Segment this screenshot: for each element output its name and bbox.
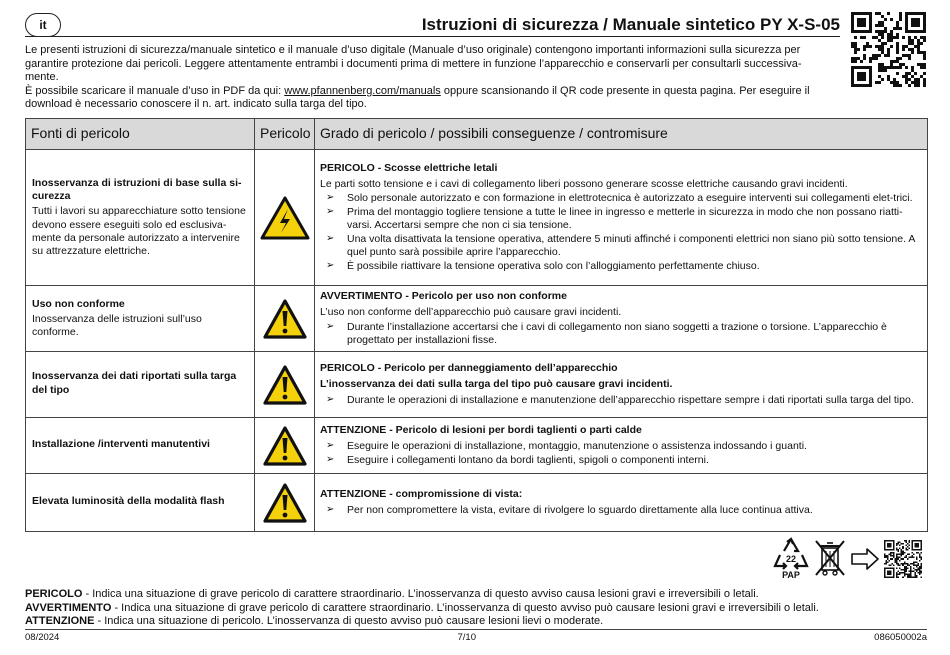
page-title: Istruzioni di sicurezza / Manuale sintetico PY X-S-05: [421, 15, 840, 34]
countermeasure-list: [320, 321, 922, 347]
hazard-row: [26, 418, 928, 474]
hazard-source-text: Inosservanza delle istruzioni sull’uso conforme.: [32, 312, 202, 339]
recycle-code: PAP: [782, 570, 800, 580]
footer-divider: [25, 629, 927, 630]
header-source: Fonti di pericolo: [26, 119, 255, 150]
footer-doc-number: 086050002a: [874, 632, 927, 643]
legend-item: [25, 602, 925, 616]
hazard-heading: PERICOLO - Pericolo per danneggiamento dell’apparecchio: [320, 361, 618, 374]
hazard-source-text: Tutti i lavori su apparecchiature sotto tensione devono essere eseguiti solo ed esclusiva-mente da personale autorizzato a intervenire su attrezzature elettriche.: [32, 205, 246, 257]
countermeasure-item: ➢ Solo personale autorizzato e con formazione in elettrotecnica è autorizzato a eseguire interventi sui collegamenti elet-trici.: [320, 192, 922, 205]
footer: [25, 632, 927, 644]
electric-hazard-icon: [260, 196, 310, 240]
legend-description: - Indica una situazione di grave pericolo di carattere straordinario. L’inosservanza di questo avviso causa lesioni gravi e irreversibili o letali.: [82, 588, 759, 600]
hazard-consequence: [315, 150, 928, 286]
hazard-heading: ATTENZIONE - compromissione di vista:: [320, 487, 523, 500]
hazard-source-title: Uso non conforme: [32, 297, 125, 310]
countermeasure-item: ➢ Eseguire le operazioni di installazione, montaggio, manutenzione o assistenza indossando i guanti.: [320, 440, 922, 453]
general-warning-icon: [263, 365, 307, 405]
qr-code-icon[interactable]: [851, 12, 926, 87]
intro-text: [25, 44, 835, 112]
hazard-row: [26, 286, 928, 352]
general-warning-icon: [263, 426, 307, 466]
intro-download-text: È possibile scaricare il manuale d’uso in PDF da qui:: [25, 84, 285, 97]
qr-code-small-icon[interactable]: [884, 540, 922, 578]
hazard-consequence: [315, 418, 928, 474]
countermeasure-item: ➢ Una volta disattivata la tensione operativa, attendere 5 minuti affinché i componenti elettrici non siano più sotto tensione. A quel punto sarà possibile aprire l’apparecchio.: [320, 233, 922, 259]
hazard-heading: PERICOLO - Scosse elettriche letali: [320, 161, 498, 174]
hazard-source-title: Installazione /interventi manutentivi: [32, 437, 210, 450]
title-divider: [25, 36, 840, 37]
legend-term: PERICOLO: [25, 588, 83, 600]
hazard-consequence: [315, 286, 928, 352]
countermeasure-item: ➢ Durante le operazioni di installazione e manutenzione dell’apparecchio rispettare sempre i dati riportati sulla targa del tipo.: [320, 394, 922, 407]
hazard-symbol: [255, 474, 315, 532]
hazard-table: [25, 118, 928, 532]
intro-paragraph-2: [25, 85, 835, 112]
hazard-consequence: [315, 474, 928, 532]
hazard-subheading: L’inosservanza dei dati sulla targa del tipo può causare gravi incidenti.: [320, 377, 673, 390]
header-consequence: Grado di pericolo / possibili conseguenze / contromisure: [315, 119, 928, 150]
hazard-symbol: [255, 418, 315, 474]
hazard-source-title: Inosservanza dei dati riportati sulla targa del tipo: [32, 370, 237, 396]
hazard-description: L’uso non conforme dell’apparecchio può causare gravi incidenti.: [320, 306, 622, 319]
hazard-heading: AVVERTIMENTO - Pericolo per uso non conforme: [320, 290, 567, 303]
recycle-number: 22: [785, 554, 797, 564]
hazard-source: [26, 286, 255, 352]
legend-item: [25, 588, 925, 602]
header-symbol: Pericolo: [255, 119, 315, 150]
hazard-source: [26, 352, 255, 418]
manuals-link[interactable]: www.pfannenberg.com/manuals: [284, 84, 441, 97]
hazard-symbol: [255, 286, 315, 352]
arrow-right-icon: [850, 547, 880, 571]
countermeasure-item: ➢ Durante l’installazione accertarsi che i cavi di collegamento non siano soggetti a trazione o torsione. L’apparecchio è progettato per installazioni fisse.: [320, 321, 922, 347]
countermeasure-item: ➢ Per non compromettere la vista, evitare di rivolgere lo sguardo direttamente alla luce continua attiva.: [320, 504, 922, 517]
general-warning-icon: [263, 483, 307, 523]
intro-paragraph-1: Le presenti istruzioni di sicurezza/manuale sintetico e il manuale d’uso digitale (Manuale d’uso originale) contengono importanti informazioni sulla sicurezza per garantire protezione dai pericoli. Leggere attentamente entrambi i documenti prima di mettere in funzione l’apparecchio e conservarli per consultarli successiva-mente.: [25, 44, 802, 83]
hazard-row: [26, 352, 928, 418]
legend-item: [25, 615, 925, 629]
language-badge: [25, 13, 61, 37]
footer-page-number: 7/10: [457, 632, 476, 643]
legend-term: ATTENZIONE: [25, 615, 95, 627]
hazard-table-header: [26, 119, 928, 150]
footer-date: 08/2024: [25, 632, 60, 643]
countermeasure-list: [320, 394, 922, 407]
legend-description: - Indica una situazione di grave pericolo di carattere straordinario. L’inosservanza di questo avviso può causare lesioni gravi e irreversibili o letali.: [111, 601, 819, 614]
legend-description: - Indica una situazione di pericolo. L’inosservanza di questo avviso può causare lesioni lievi o moderate.: [94, 615, 604, 627]
hazard-symbol: [255, 352, 315, 418]
hazard-row: [26, 474, 928, 532]
hazard-description: Le parti sotto tensione e i cavi di collegamento liberi possono generare scosse elettriche causando gravi incidenti.: [320, 177, 848, 190]
countermeasure-item: ➢ Prima del montaggio togliere tensione a tutte le linee in ingresso e metterle in sicurezza in modo che non possano riatti-varsi. Accertarsi sempre che non ci sia tensione.: [320, 206, 922, 232]
countermeasure-list: [320, 440, 922, 467]
countermeasure-list: [320, 192, 922, 274]
hazard-source-title: Elevata luminosità della modalità flash: [32, 494, 225, 507]
hazard-heading: ATTENZIONE - Pericolo di lesioni per bordi taglienti o parti calde: [320, 423, 642, 436]
countermeasure-list: [320, 504, 922, 517]
legend-term: AVVERTIMENTO: [25, 601, 112, 614]
hazard-source-title: Inosservanza di istruzioni di base sulla si-curezza: [32, 177, 242, 203]
hazard-source: [26, 474, 255, 532]
hazard-source: [26, 418, 255, 474]
recycle-pap-icon: [772, 536, 810, 580]
hazard-row: [26, 150, 928, 286]
countermeasure-item: ➢ Eseguire i collegamenti lontano da bordi taglienti, spigoli o componenti interni.: [320, 454, 922, 467]
hazard-source: [26, 150, 255, 286]
hazard-consequence: [315, 352, 928, 418]
countermeasure-item: ➢ È possibile riattivare la tensione operativa solo con l’alloggiamento perfettamente chiuso.: [320, 260, 922, 273]
signal-word-legend: [25, 588, 925, 629]
language-code: it: [39, 17, 47, 32]
intro-qr-text: oppure scansionando il QR code presente in questa pagina. Per eseguire il download è necessario conoscere il n. art. indicato sulla targa del tipo.: [25, 84, 810, 110]
hazard-symbol: [255, 150, 315, 286]
crossed-bin-icon: [812, 538, 848, 578]
general-warning-icon: [263, 299, 307, 339]
